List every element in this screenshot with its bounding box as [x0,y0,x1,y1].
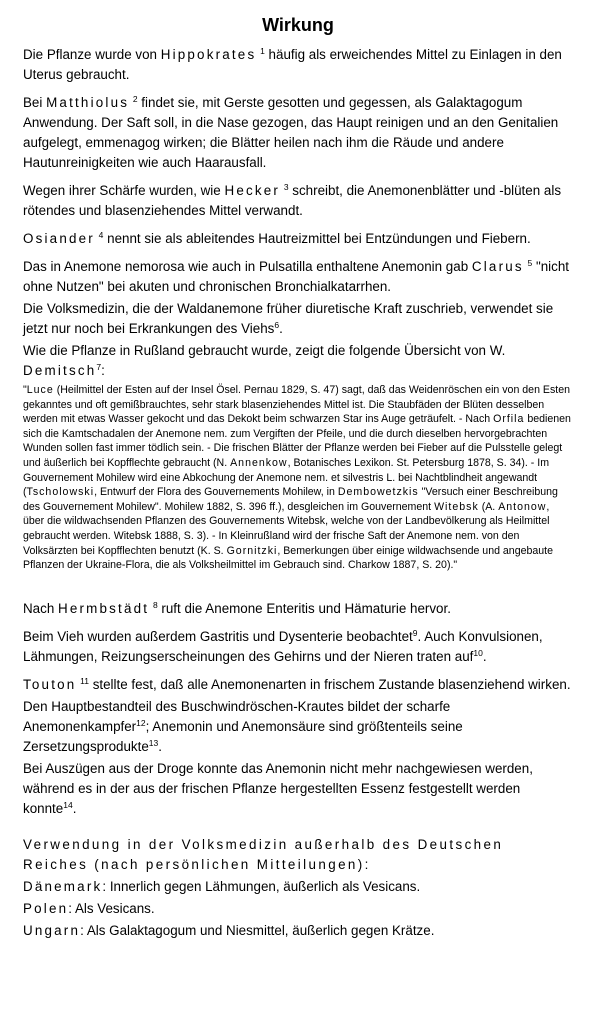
text: : [101,363,105,378]
author-name: Demitsch [23,363,97,378]
text: , Entwurf der Flora des Gouvernements Mohilew, in [94,486,338,499]
text: Die Volksmedizin, die der Waldanemone früher diuretische Kraft zuschrieb, verwendet sie jetzt nur noch bei Erkrankungen des Viehs [23,301,554,336]
footnote-ref: 13 [148,737,159,748]
paragraph-hauptbestandteil [23,697,573,757]
text: . Auch Konvulsionen, Lähmungen, Reizungserscheinungen des Gehirns und der Nieren traten auf [23,628,543,664]
paragraph-volksmedizin [23,299,573,339]
footnote-ref: 6 [274,320,280,330]
text: Den Hauptbestandteil des Buschwindröschen-Krautes bildet der scharfe Anemonenkampfer [23,698,451,734]
text: Wie die Pflanze in Rußland gebraucht wurde, zeigt die folgende Übersicht von W. [23,343,506,358]
text: . [482,648,487,664]
paragraph-demitsch [23,341,573,381]
footnote-ref: 12 [136,717,146,728]
author-name: Gornitzki [226,544,278,557]
text: , über die wildwachsenden Pflanzen des Gouvernements Witebsk, welche von der Landbevölkerung als Heilmittel gebraucht werden. Witebsk 1888, S. 3). - In Kleinrußland wird der frische Saft der Anemone nem. von den Volksärzten bei Kopfflechten benutzt (K. S. [23,500,550,557]
place-name: Witebsk [434,500,479,513]
text: . [158,738,162,754]
text: Bei [23,95,47,110]
text: . [72,800,77,816]
author-name: Hippokrates [160,47,257,62]
author-name: Tscholowski [26,486,95,499]
paragraph-hippokrates [23,45,573,85]
text: (Heilmittel der Esten auf der Insel Ösel. Pernau 1829, S. 47) sagt, daß das Weidenröschen ein von den Esten gekanntes und oft gemißbrauchtes, sehr stark blasenziehendes Mittel ist. Die Staubfäden der Blüten desselben werden mit etwas Wasser gekocht und das Dekokt beim schwarzen Star ins Auge geträufelt. - Nach [23,384,570,426]
text: Beim Vieh wurden außerdem Gastritis und Dysenterie beobachtet [23,628,413,644]
footnote-ref: 7 [96,362,102,372]
country-item-daenemark [23,877,573,897]
section-heading-volksmedizin-ausland: Verwendung in der Volksmedizin außerhalb des Deutschen Reiches (nach persönlichen Mitteilungen): [23,836,504,872]
text: Bei Auszügen aus der Droge konnte das Anemonin nicht mehr nachgewiesen werden, während es in der aus der frischen Pflanze hergestellten Essenz festgestellt werden konnte [23,760,533,816]
footnote-ref: 8 [152,599,158,610]
text: bedienen sich die Kamtschadalen der Anemone nem. zum Vergiften der Pfeile, und die durch dieselben hervorgebrachten Wunden sollen fast immer tödlich sein. - Die frischen Blätter der Pflanze werden bei Fieber auf die Pulsstelle gelegt und äußerlich bei Kopfflechte gebraucht (N. [23,413,571,469]
text: : Als Vesicans. [68,900,155,916]
text: ; Anemonin und Anemonsäure sind größtenteils seine Zersetzungsprodukte [23,718,463,754]
footnote-ref: 14 [63,799,73,810]
text: , Botanisches Lexikon. St. Petersburg 1878, S. 34). - Im Gouvernement Mohilew wird eine Abkochung der Anemone nem. et silvestris L. bei Nachtblindheit angewandt ( [23,456,550,499]
text: "nicht ohne Nutzen" bei akuten und chronischen Bronchialkatarrhen. [23,259,570,294]
author-name: Antonow [498,500,547,513]
footnote-ref: 2 [132,94,138,104]
paragraph-matthiolus [23,93,573,173]
author-name: Annenkow [230,456,288,469]
text: ruft die Anemone Enteritis und Hämaturie hervor. [157,600,451,616]
paragraph-auszuege [23,759,573,819]
text: Nach [23,600,58,616]
paragraph-touton [23,675,573,695]
footnote-ref: 4 [98,230,104,240]
text: : Als Galaktagogum und Niesmittel, äußerlich gegen Krätze. [80,922,435,938]
text: Das in Anemone nemorosa wie auch in Pulsatilla enthaltene Anemonin gab [23,259,472,274]
author-name: Luce [26,384,54,396]
text: . [279,321,283,336]
text: : Innerlich gegen Lähmungen, äußerlich als Vesicans. [102,878,421,894]
author-name: Dembowetzkis [337,486,419,499]
text: Die Pflanze wurde von [23,47,161,62]
text: , Bemerkungen über einige wildwachsende und angebaute Pflanzen der Ukraine-Flora, die als Volksheilmittel im Gebrauch sind. Charkow 1887, S. 20)." [23,544,553,572]
block-quote-demitsch [23,383,573,573]
author-name: Touton [23,676,77,692]
paragraph-hecker [23,181,573,221]
text: schreibt, die Anemonenblätter und -blüten als rötendes und blasenziehendes Mittel verwandt. [23,183,562,218]
text: "Versuch einer Beschreibung des Gouvernement Mohilew". Mohilew 1882, S. 396 ff.), desgleichen im Gouvernement [23,486,558,513]
text: " [23,384,27,396]
author-name: Osiander [23,231,95,246]
text: findet sie, mit Gerste gesotten und gegessen, als Galaktagogum Anwendung. Der Saft soll, in die Nase gezogen, das Haupt reinigen und an den Genitalien aufgelegt, emmenagog wirken; die Blätter heilen nach ihm die Räude und andere Hautunreinigkeiten wie auch Haarausfall. [23,95,559,170]
footnote-ref: 9 [412,627,418,638]
text: Wegen ihrer Schärfe wurden, wie [23,183,225,198]
paragraph-hermbstaedt [23,599,573,619]
country-item-ungarn [23,921,573,941]
text: stellte fest, daß alle Anemonenarten in frischem Zustande blasenziehend wirken. [88,676,571,692]
author-name: Matthiolus [46,95,130,110]
author-name: Clarus [471,259,524,274]
text: (A. [478,500,499,513]
paragraph-clarus [23,257,573,297]
paragraph-osiander [23,229,573,249]
author-name: Hecker [224,183,281,198]
page-title: Wirkung [262,15,334,35]
footnote-ref: 5 [527,258,533,268]
country-name: Polen [23,900,69,916]
footnote-ref: 3 [283,182,289,192]
author-name: Hermbstädt [57,600,150,616]
text: häufig als erweichendes Mittel zu Einlagen in den Uterus gebraucht. [23,47,562,82]
country-item-polen [23,899,573,919]
footnote-ref: 1 [260,46,265,56]
paragraph-vieh [23,627,573,667]
country-name: Dänemark [23,878,103,894]
footnote-ref: 11 [80,675,89,686]
text: nennt sie als ableitendes Hautreizmittel bei Entzündungen und Fiebern. [103,231,531,246]
author-name: Orfila [493,413,525,426]
country-name: Ungarn [23,922,81,938]
footnote-ref: 10 [473,647,483,658]
